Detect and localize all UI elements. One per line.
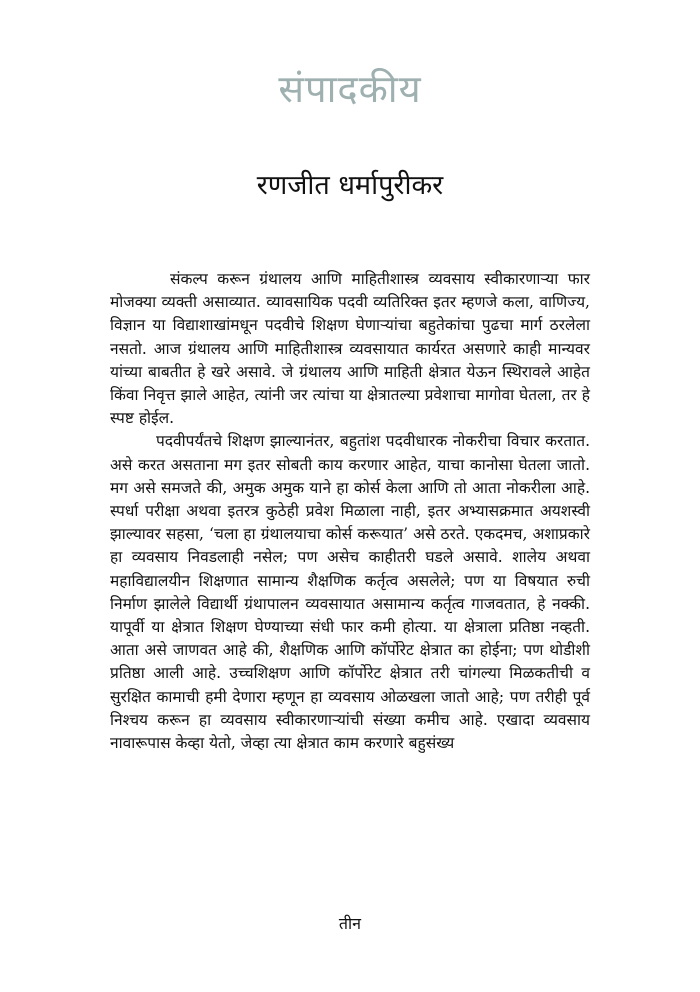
page-number: तीन bbox=[338, 914, 362, 933]
paragraph-2: पदवीपर्यंतचे शिक्षण झाल्यानंतर, बहुतांश पदवीधारक नोकरीचा विचार करतात. असे करत असताना मग इतर सोबती काय करणार आहेत, याचा कानोसा घेतला जातो. मग असे समजते की, अमुक अमुक याने हा कोर्स केला आणि तो आता नोकरीला आहे. स्पर्धा परीक्षा अथवा इतरत्र कुठेही प्रवेश मिळाला नाही, इतर अभ्यासक्रमात अयशस्वी झाल्यावर सहसा, ‘चला हा ग्रंथालयाचा कोर्स करूयात’ असे ठरते. एकदमच, अशाप्रकारे हा व्यवसाय निवडलाही नसेल; पण असेच काहीतरी घडले असावे. शालेय अथवा महाविद्यालयीन शिक्षणात सामान्य शैक्षणिक कर्तृत्व असलेले; पण या विषयात रुची निर्माण झालेले विद्यार्थी ग्रंथापालन व्यवसायात असामान्य कर्तृत्व गाजवतात, हे नक्की. यापूर्वी या क्षेत्रात शिक्षण घेण्याच्या संधी फार कमी होत्या. या क्षेत्राला प्रतिष्ठा नव्हती. आता असे जाणवत आहे की, शैक्षणिक आणि कॉर्पोरेट क्षेत्रात का होईना; पण थोडीशी प्रतिष्ठा आली आहे. उच्चशिक्षण आणि कॉर्पोरेट क्षेत्रात तरी चांगल्या मिळकतीची व सुरक्षित कामाची हमी देणारा म्हणून हा व्यवसाय ओळखला जातो आहे; पण तरीही पूर्व निश्चय करून हा व्यवसाय स्वीकारणाऱ्यांची संख्या कमीच आहे. एखादा व्यवसाय नावारूपास केव्हा येतो, जेव्हा त्या क्षेत्रात काम करणारे बहुसंख्य bbox=[110, 432, 590, 753]
page-heading: संपादकीय bbox=[278, 67, 422, 111]
paragraph-1: संकल्प करून ग्रंथालय आणि माहितीशास्त्र व्यवसाय स्वीकारणाऱ्या फार मोजक्या व्यक्ती असाव्यात. व्यावसायिक पदवी व्यतिरिक्त इतर म्हणजे कला, वाणिज्य, विज्ञान या विद्याशाखांमधून पदवीचे शिक्षण घेणाऱ्यांचा बहुतेकांचा पुढचा मार्ग ठरलेला नसतो. आज ग्रंथालय आणि माहितीशास्त्र व्यवसायात कार्यरत असणारे काही मान्यवर यांच्या बाबतीत हे खरे असावे. जे ग्रंथालय आणि माहिती क्षेत्रात येऊन स्थिरावले आहेत किंवा निवृत्त झाले आहेत, त्यांनी जर त्यांचा या क्षेत्रातल्या प्रवेशाचा मागोवा घेतला, तर हे स्पष्ट होईल. bbox=[110, 270, 590, 428]
author-name: रणजीत धर्मापुरीकर bbox=[256, 170, 444, 201]
editorial-body bbox=[110, 268, 590, 755]
